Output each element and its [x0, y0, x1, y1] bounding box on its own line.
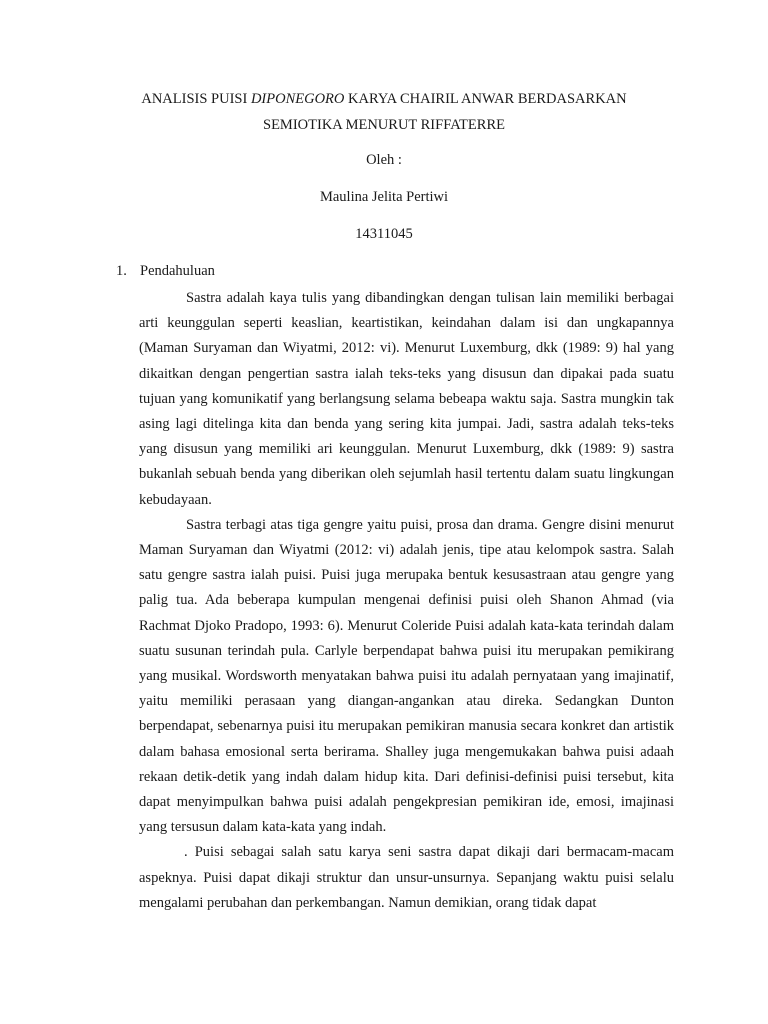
section-heading	[116, 261, 215, 281]
title-text-2: KARYA CHAIRIL ANWAR BERDASARKAN	[344, 91, 627, 107]
paragraph: . Puisi sebagai salah satu karya seni sastra dapat dikaji dari bermacam-macam aspeknya. Puisi dapat dikaji struktur dan unsur-unsurnya. Sepanjang waktu puisi selalu mengalami perubahan dan perkembangan. Namun demikian, orang tidak dapat	[139, 844, 674, 911]
paragraph: Sastra adalah kaya tulis yang dibandingkan dengan tulisan lain memiliki berbagai arti keunggulan seperti keaslian, keartistikan, keindahan dalam isi dan ungkapannya (Maman Suryaman dan Wiyatmi, 2012: vi). Menurut Luxemburg, dkk (1989: 9) hal yang dikaitkan dengan pengertian sastra ialah teks-teks yang disusun dan dipakai pada suatu tujuan yang komunikatif yang berlangsung selama bebeapa waktu saja. Sastra mungkin tak asing lagi ditelinga kita dan benda yang sering kita jumpai. Jadi, sastra adalah teks-teks yang disusun yang memiliki ari keunggulan. Menurut Luxemburg, dkk (1989: 9) sastra bukanlah sebuah benda yang diberikan oleh sejumlah hasil tertentu dalam suatu lingkungan kebudayaan.	[139, 290, 674, 508]
by-label: Oleh :	[366, 152, 402, 168]
title-text-1: ANALISIS PUISI	[141, 91, 251, 107]
title-poem-name: DIPONEGORO	[250, 91, 345, 107]
section-number: 1.	[116, 263, 127, 279]
section-body	[139, 286, 674, 916]
section-title: Pendahuluan	[140, 263, 215, 279]
student-id: 14311045	[355, 226, 413, 242]
title-line-1	[100, 86, 668, 112]
paragraph: Sastra terbagi atas tiga gengre yaitu puisi, prosa dan drama. Gengre disini menurut Maman Suryaman dan Wiyatmi (2012: vi) adalah jenis, tipe atau kelompok sastra. Salah satu gengre sastra ialah puisi. Puisi juga merupaka bentuk kesusastraan atau gengre yang palig tua. Ada beberapa kumpulan mengenai definisi puisi oleh Shanon Ahmad (via Rachmat Djoko Pradopo, 1993: 6). Menurut Coleride Puisi adalah kata-kata terindah dalam suatu susunan terindah pula. Carlyle berpendapat bahwa puisi itu merupakan pemikirang yang musikal. Wordsworth menyatakan bahwa puisi itu adalah pernyataan yang imajinatif, yaitu memiliki perasaan yang diangan-angankan atau direka. Sedangkan Dunton berpendapat, sebenarnya puisi itu merupakan pemikiran manusia secara konkret dan artistik dalam bahasa emosional serta berirama. Shalley juga mengemukakan bahwa puisi adaah rekaan detik-detik yang indah dalam hidup kita. Dari definisi-definisi puisi tersebut, kita dapat menyimpulkan bahwa puisi adalah pengekpresian pemikiran ide, emosi, imajinasi yang tersusun dalam kata-kata yang indah.	[139, 516, 674, 836]
title-line-2: SEMIOTIKA MENURUT RIFFATERRE	[263, 117, 505, 133]
author-name: Maulina Jelita Pertiwi	[319, 189, 449, 205]
document-title	[100, 86, 668, 138]
